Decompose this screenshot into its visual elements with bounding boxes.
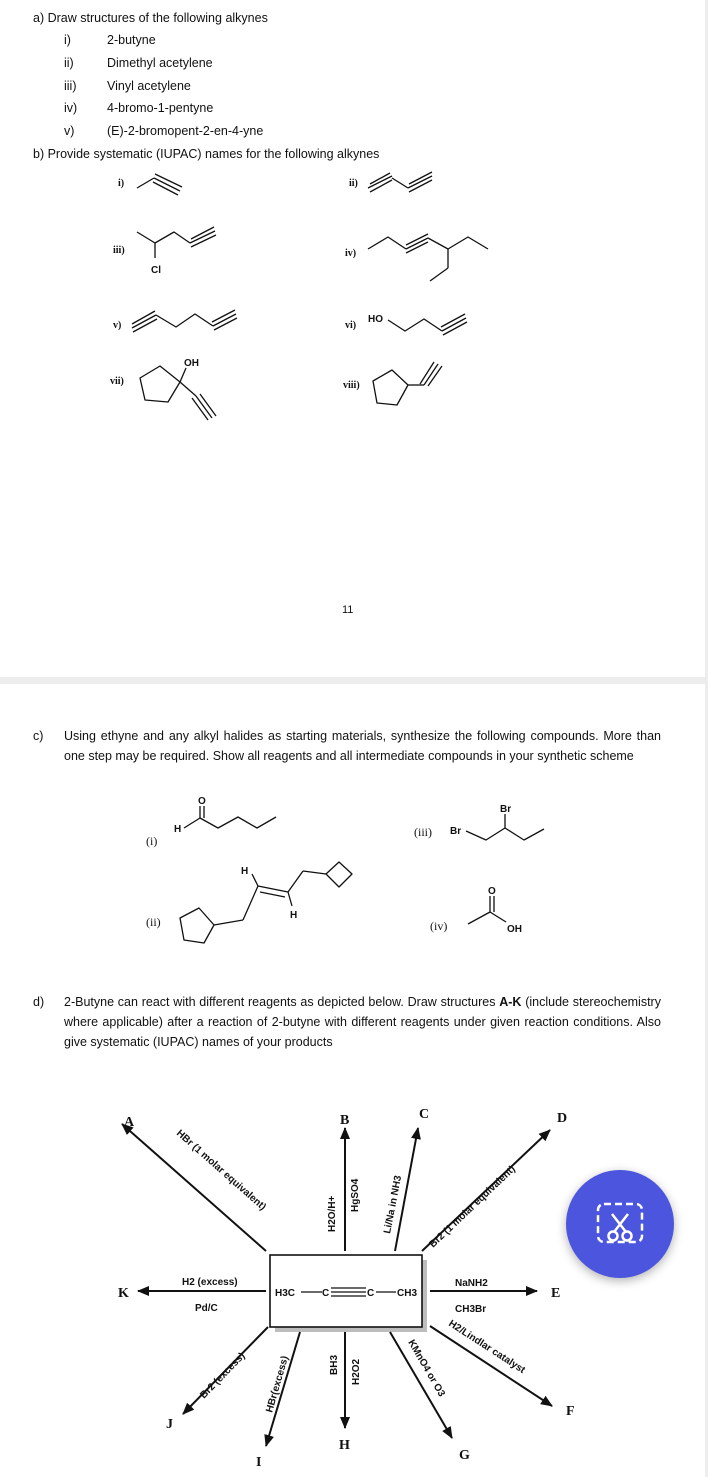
svg-text:C: C (367, 1288, 375, 1299)
reagent-c: Li/Na in NH3 (382, 1174, 405, 1235)
section-c-text: Using ethyne and any alkyl halides as starting materials, synthesize the following compounds. More than one step may be required. Show all reagents and all intermediate compounds in your synthetic scheme (64, 729, 661, 763)
reagent-e1: NaNH2 (455, 1278, 488, 1289)
structure-viii (373, 362, 442, 405)
structure-iv (368, 234, 488, 281)
svg-text:Br: Br (450, 826, 462, 837)
reagent-k1: H2 (excess) (182, 1277, 238, 1288)
list-item-text: 4-bromo-1-pentyne (107, 101, 214, 115)
reagent-b2: HgSO4 (350, 1178, 361, 1212)
compound-label: (i) (146, 834, 158, 848)
product-e: E (551, 1286, 561, 1301)
svg-text:Br: Br (500, 804, 512, 815)
svg-text:H: H (241, 866, 249, 877)
structure-label: viii) (343, 380, 360, 391)
reagent-k2: Pd/C (195, 1303, 218, 1314)
chlorine-atom: Cl (151, 265, 161, 276)
reagent-j: Br2 (excess) (198, 1350, 248, 1402)
svg-text:H: H (174, 824, 182, 835)
structure-vi (388, 314, 467, 335)
structure-label: iii) (113, 245, 125, 256)
list-item-text: 2-butyne (107, 33, 156, 47)
reagent-e2: CH3Br (455, 1304, 487, 1315)
hydroxyl-atom: HO (368, 314, 383, 325)
svg-text:C: C (322, 1288, 330, 1299)
page-2 (0, 684, 705, 1477)
snip-fab-button[interactable] (566, 1170, 674, 1278)
product-k: K (118, 1286, 129, 1301)
reagent-a: HBr (1 molar equivalent) (174, 1128, 268, 1213)
compound-label: (iv) (430, 919, 448, 933)
methyl-right: CH3 (397, 1288, 418, 1299)
product-a: A (124, 1115, 135, 1130)
structure-label: i) (118, 178, 125, 189)
svg-text:O: O (488, 886, 496, 897)
section-d-text: 2-Butyne can react with different reagents as depicted below. Draw structures A-K (include stereochemistry where applicable) after a reaction of 2-butyne with different reagents under given reaction conditions. Also give systematic (IUPAC) names of your products (64, 995, 661, 1049)
svg-text:OH: OH (507, 924, 522, 935)
reagent-f: H2/Lindlar catalyst (446, 1318, 527, 1376)
reagent-h2: H2O2 (351, 1358, 362, 1385)
product-c: C (419, 1107, 430, 1122)
compound-label: (ii) (146, 915, 161, 929)
structure-vii (140, 366, 216, 420)
reagent-i: HBr(excess) (264, 1354, 291, 1414)
product-b: B (340, 1113, 350, 1128)
list-item-text: Vinyl acetylene (107, 79, 191, 93)
hydroxyl-atom: OH (184, 358, 199, 369)
svg-text:O: O (198, 796, 206, 807)
list-item-text: Dimethyl acetylene (107, 56, 213, 70)
structure-i (137, 174, 182, 195)
reaction-scheme (0, 684, 705, 1477)
product-g: G (459, 1448, 470, 1463)
product-d: D (557, 1111, 568, 1126)
page-1 (0, 0, 705, 677)
list-item-number: iv) (64, 101, 78, 115)
structure-label: vi) (345, 320, 357, 331)
reagent-b1: H2O/H+ (327, 1195, 338, 1232)
structure-ii (368, 172, 432, 192)
list-item-number: ii) (64, 56, 74, 70)
section-b-structures (0, 0, 705, 677)
reagent-g: KMnO4 or O3 (405, 1338, 447, 1399)
reagent-d: Br2 (1 molar equivalent) (427, 1163, 518, 1251)
product-i: I (256, 1455, 262, 1470)
section-c-label: c) (33, 729, 44, 743)
structure-v (132, 310, 237, 332)
product-f: F (566, 1404, 575, 1419)
product-h: H (339, 1438, 350, 1453)
methyl-left: H3C (275, 1288, 296, 1299)
structure-label: ii) (349, 178, 358, 189)
svg-text:H: H (290, 910, 298, 921)
reagent-h1: BH3 (329, 1354, 340, 1375)
product-j: J (166, 1417, 173, 1432)
section-d-label: d) (33, 995, 45, 1009)
structure-label: v) (113, 320, 122, 331)
structure-label: iv) (345, 248, 357, 259)
section-b-heading: b) Provide systematic (IUPAC) names for the following alkynes (33, 147, 380, 161)
compound-label: (iii) (414, 825, 432, 839)
list-item-number: i) (64, 33, 71, 47)
structure-label: vii) (110, 376, 124, 387)
page-number: 11 (342, 604, 354, 616)
list-item-number: v) (64, 124, 75, 138)
arrow-f (430, 1326, 552, 1406)
structure-iii (137, 227, 216, 258)
scissors-icon (566, 1170, 674, 1278)
list-item-number: iii) (64, 79, 77, 93)
list-item-text: (E)-2-bromopent-2-en-4-yne (107, 124, 264, 138)
section-a-heading: a) Draw structures of the following alkynes (33, 11, 268, 25)
